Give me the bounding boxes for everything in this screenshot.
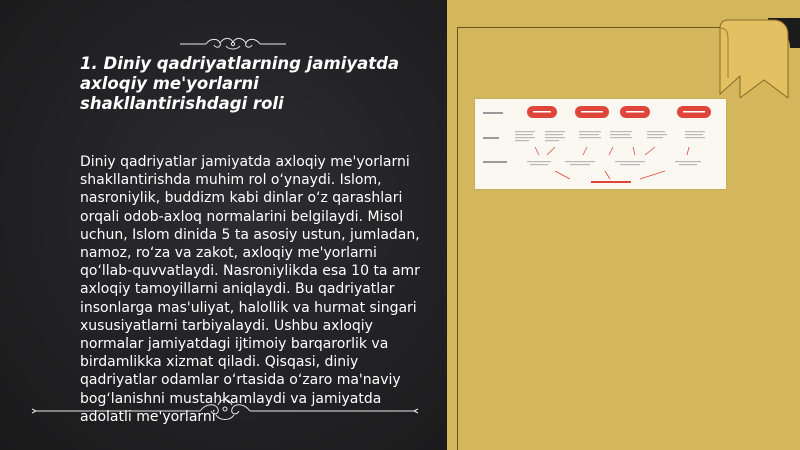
flourish-divider-icon [30,393,420,423]
diagram-image [475,99,726,189]
frame-border-left [457,27,458,450]
diagram-drawing [475,99,726,189]
slide-title: 1. Diniy qadriyatlarning jamiyatda axloqiy me'yorlarni shakllantirishdagi roli [80,54,400,113]
flourish-divider-icon [178,34,288,54]
bookmark-ribbon-icon [718,18,794,98]
slide-body-text: Diniy qadriyatlar jamiyatda axloqiy me'yorlarni shakllantirishda muhim rol o‘ynaydi. Islom, nasroniylik, buddizm kabi dinlar o‘z qarashlari orqali odob-axloq normalarini belgilaydi. Misol uchun, Islom dinida 5 ta asosiy ustun, jumladan, namoz, ro‘za va zakot, axloqiy me'yorlarni qo‘llab-quvvatlaydi. Nasroniylikda esa 10 ta amr axloqiy tamoyillarni aniqlaydi. Bu qadriyatlar insonlarga mas'uliyat, halollik va hurmat singari xususiyatlarni tarbiyalaydi. Ushbu axloqiy normalar jamiyatdagi ijtimoiy barqarorlik va birdamlikka xizmat qiladi. Qisqasi, diniy qadriyatlar odamlar o‘rtasida o‘zaro ma'naviy bog‘lanishni mustahkamlaydi va jamiyatda adolatli me'yorlarni [80,154,420,425]
